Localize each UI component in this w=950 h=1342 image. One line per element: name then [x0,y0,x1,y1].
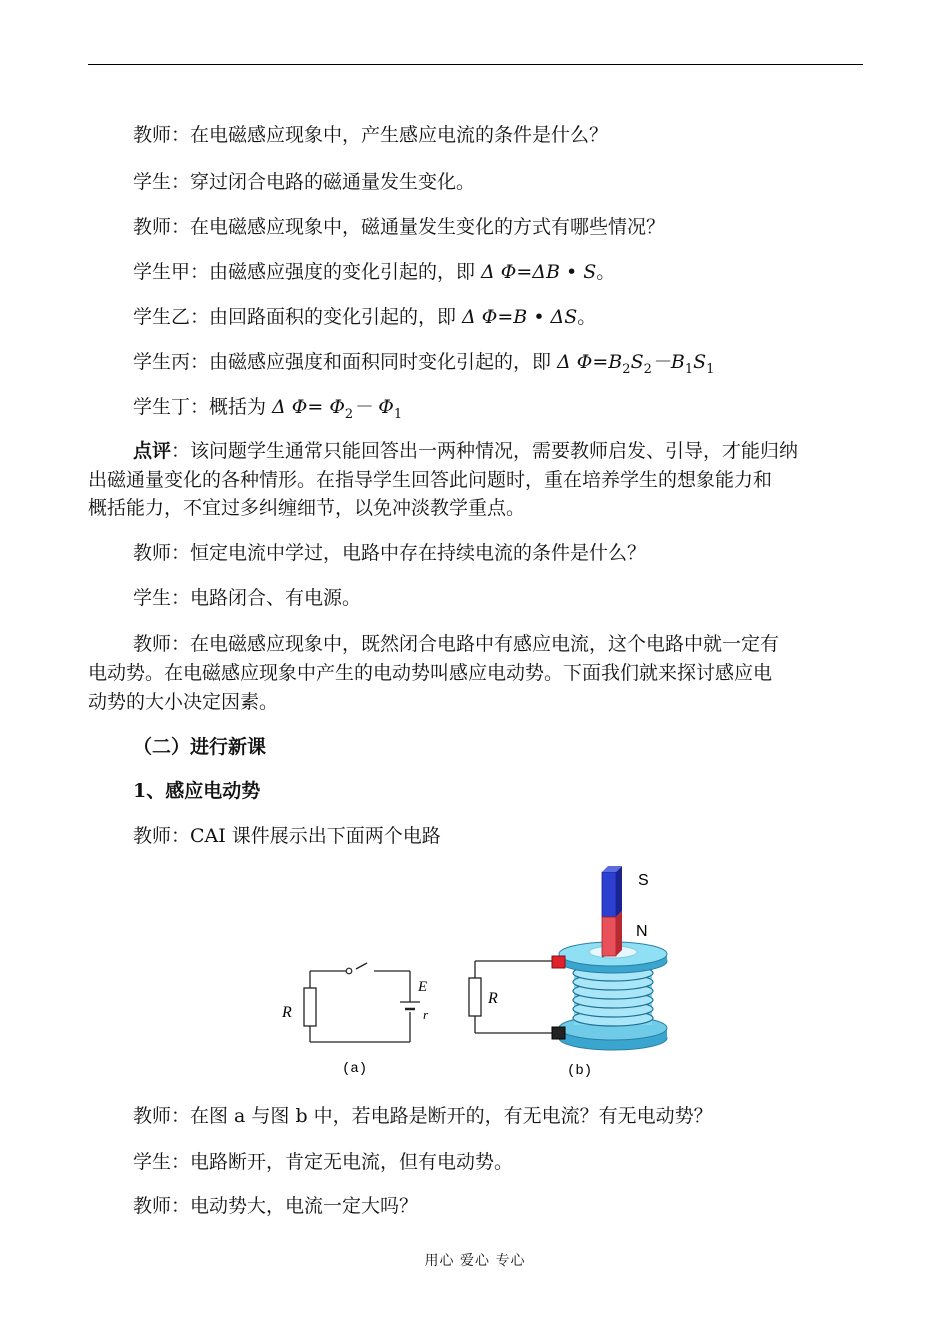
paragraph-line: 教师：在电磁感应现象中，既然闭合电路中有感应电流，这个电路中就一定有 [133,633,780,655]
bar-magnet [602,860,625,958]
dialogue-line-jia: 学生甲：由磁感应强度的变化引起的，即 Δ Φ=ΔB • S。 [133,261,616,283]
dialogue-line: 教师：在图 a 与图 b 中，若电路是断开的，有无电流？有无电动势？ [133,1105,713,1127]
dialogue-line-yi: 学生乙：由回路面积的变化引起的，即 Δ Φ=B • ΔS。 [133,306,597,328]
terminal-black [552,1027,565,1039]
label-r-b: R [488,990,498,1007]
dialogue-line: 学生：电路闭合、有电源。 [133,587,362,609]
header-rule [88,64,863,65]
paragraph-line: 电动势。在电磁感应现象中产生的电动势叫感应电动势。下面我们就来探讨感应电 [88,662,773,684]
circuit-a [310,963,420,1042]
dialogue-line-bing: 学生丙：由磁感应强度和面积同时变化引起的，即 Δ $\Phi=B_2S_2-B_1S_1$ [133,351,715,377]
switch-contact [346,968,352,974]
label-s-pole: S [638,872,649,889]
paragraph-line: 动势的大小决定因素。 [88,691,279,713]
comment-label: 点评 [133,440,172,462]
label-e: E [418,979,428,995]
dialogue-line-ding: 学生丁：概括为 Δ $\Phi= \Phi_2- \Phi_1$ [133,396,403,422]
page-footer: 用心 爱心 专心 [424,1253,526,1269]
figure-label-a: (a) [342,1061,368,1077]
comment-line: 出磁通量变化的各种情形。在指导学生回答此问题时，重在培养学生的想象能力和 [88,469,773,491]
dialogue-line: 教师：恒定电流中学过，电路中存在持续电流的条件是什么？ [133,542,647,564]
label-n-pole: N [636,923,648,940]
comment-line: 点评：该问题学生通常只能回答出一两种情况，需要教师启发、引导，才能归纳 [133,440,799,462]
comment-line: 概括能力，不宜过多纠缠细节，以免冲淡教学重点。 [88,497,526,519]
dialogue-line: 教师：电动势大，电流一定大吗？ [133,1195,419,1217]
terminal-red [552,956,565,968]
dialogue-line: 教师：在电磁感应现象中，产生感应电流的条件是什么？ [133,124,609,146]
label-r-a: R [282,1004,292,1021]
subsection-heading: 1、感应电动势 [133,780,261,802]
dialogue-line: 学生：电路断开，肯定无电流，但有电动势。 [133,1151,514,1173]
dialogue-line: 学生：穿过闭合电路的磁通量发生变化。 [133,171,476,193]
dialogue-line: 教师：在电磁感应现象中，磁通量发生变化的方式有哪些情况？ [133,216,666,238]
label-r: r [423,1007,429,1022]
solenoid-coil [559,942,667,1050]
figure-label-b: (b) [567,1063,593,1079]
section-heading: （二）进行新课 [133,736,267,758]
circuit-b [475,961,552,1033]
dialogue-line: 教师：CAI 课件展示出下面两个电路 [133,825,441,847]
resistor-a [304,988,316,1026]
resistor-b [469,978,481,1016]
circuit-figure [270,860,690,1085]
